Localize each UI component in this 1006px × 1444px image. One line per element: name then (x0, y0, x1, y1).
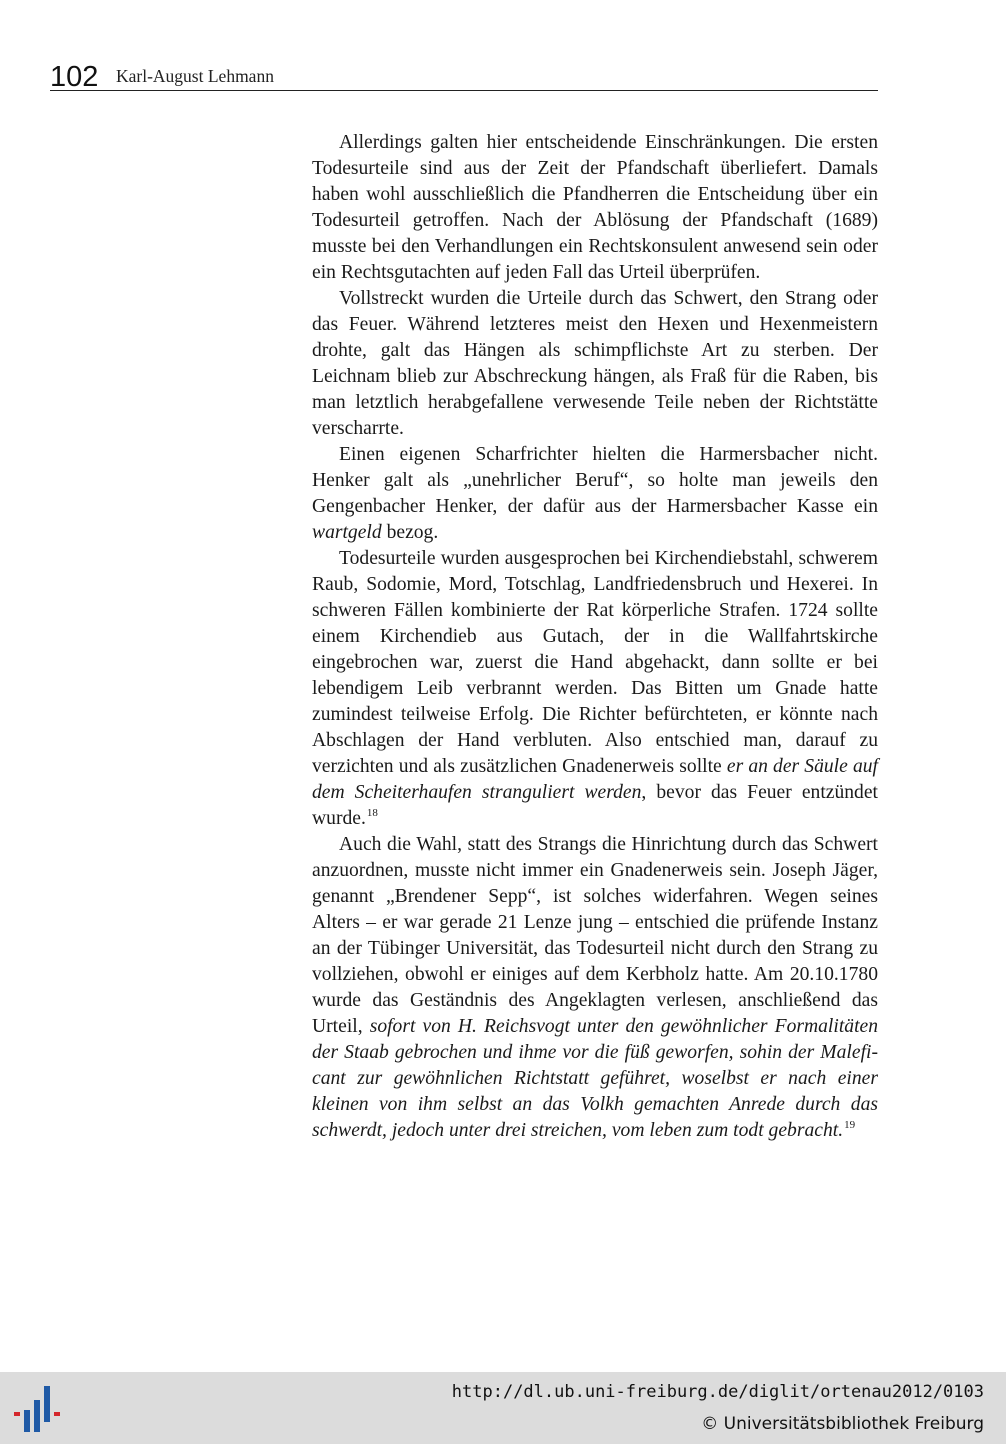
paragraph-4-text-b: , bevor das Feuer entzündet wurde. (312, 782, 878, 829)
logo-bar-red-left (14, 1412, 20, 1416)
logo-bar-blue-3 (44, 1386, 50, 1422)
logo-bar-blue-2 (34, 1400, 40, 1432)
paragraph-4-text-a: Todesurteile wurden ausgesprochen bei Kirchendiebstahl, schwerem Raub, Sodomie, Mord, Totschlag, Landfriedensbruch und Hexerei. In schweren Fällen kombinierte der Rat körperliche Strafen. 1724 sollte einem Kirchendieb aus Gutach, der in die Wallfahrtskirche eingebrochen war, zuerst die Hand abgehackt, dann sollte er bei lebendigem Leib verbrannt werden. Das Bitten um Gnade hatte zumindest teilweise Erfolg. Die Richter befürchteten, er könnte nach Abschlagen der Hand verbluten. Also entschied man, darauf zu verzichten und als zusätzlichen Gnadenerweis sollte (312, 548, 878, 777)
paragraph-3-italic: wartgeld (312, 522, 382, 543)
page-number: 102 (50, 61, 99, 93)
paragraph-1 (312, 130, 878, 286)
footer-url-link[interactable]: http://dl.ub.uni-freiburg.de/diglit/ortenau2012/0103 (451, 1382, 984, 1402)
paragraph-5-italic: sofort von H. Reichsvogt unter den gewöhnlicher Formalitäten der Staab gebrochen und ihme vor die füß geworfen, sohin der Maleficant zur gewöhnlichen Richtstatt geführet, woselbst er nach einer kleinen von ihm selbst an das Volkh gemachten Anrede durch das schwerdt, jedoch unter drei streichen, vom leben zum todt gebracht. (312, 1016, 879, 1141)
footer-bar (0, 1372, 1006, 1444)
footnote-ref-18[interactable]: 18 (366, 807, 378, 819)
paragraph-4 (312, 546, 878, 832)
paragraph-5-text-a: Auch die Wahl, statt des Strangs die Hinrichtung durch das Schwert anzuordnen, musste nicht immer ein Gnadenerweis sein. Joseph Jäger, genannt „Brendener Sepp“, ist solches widerfahren. Wegen seines Alters – er war gerade 21 Lenze jung – entschied die prüfende Instanz an der Tübinger Universität, das Todesurteil nicht durch den Strang zu vollziehen, obwohl er einiges auf dem Kerbholz hatte. Am 20.10.1780 wurde das Geständnis des Angeklagten verlesen, anschließend das Urteil, (312, 834, 878, 1037)
paragraph-2 (312, 286, 878, 442)
body-text (312, 130, 878, 1144)
ub-freiburg-logo-icon (12, 1384, 62, 1434)
footer-copyright: © Universitätsbibliothek Freiburg (701, 1414, 984, 1434)
paragraph-5 (312, 832, 878, 1144)
paragraph-4-italic: er an der Säule auf dem Scheiterhaufen stranguliert werden (312, 756, 878, 803)
page-header (50, 58, 878, 91)
paragraph-3 (312, 442, 878, 546)
logo-bar-red-right (54, 1412, 60, 1416)
paragraph-2-text: Vollstreckt wurden die Urteile durch das Schwert, den Strang oder das Feuer. Während letzteres meist den Hexen und Hexenmeistern drohte, galt das Hängen als schimpflichste Art zu sterben. Der Leichnam blieb zur Abschreckung hängen, als Fraß für die Raben, bis man letztlich herabgefallene verwesende Teile neben der Richtstätte verscharrte. (312, 288, 878, 439)
logo-bar-blue-1 (24, 1410, 30, 1432)
paragraph-3-text-a: Einen eigenen Scharfrichter hielten die Harmersbacher nicht. Henker galt als „unehrlicher Beruf“, so holte man jeweils den Gengenbacher Henker, der dafür aus der Harmersbacher Kasse ein (312, 444, 878, 517)
footnote-ref-19[interactable]: 19 (844, 1119, 856, 1131)
running-head: Karl-August Lehmann (116, 66, 274, 86)
paragraph-1-text: Allerdings galten hier entscheidende Einschränkungen. Die ersten Todesurteile sind aus der Zeit der Pfandschaft überliefert. Damals haben wohl ausschließlich die Pfandherren die Entscheidung über ein Todesurteil getroffen. Nach der Ablösung der Pfandschaft (1689) musste bei den Verhandlungen ein Rechtskonsulent anwesend sein oder ein Rechtsgutachten auf jeden Fall das Urteil überprüfen. (312, 132, 878, 283)
paragraph-3-text-b: bezog. (381, 522, 439, 543)
